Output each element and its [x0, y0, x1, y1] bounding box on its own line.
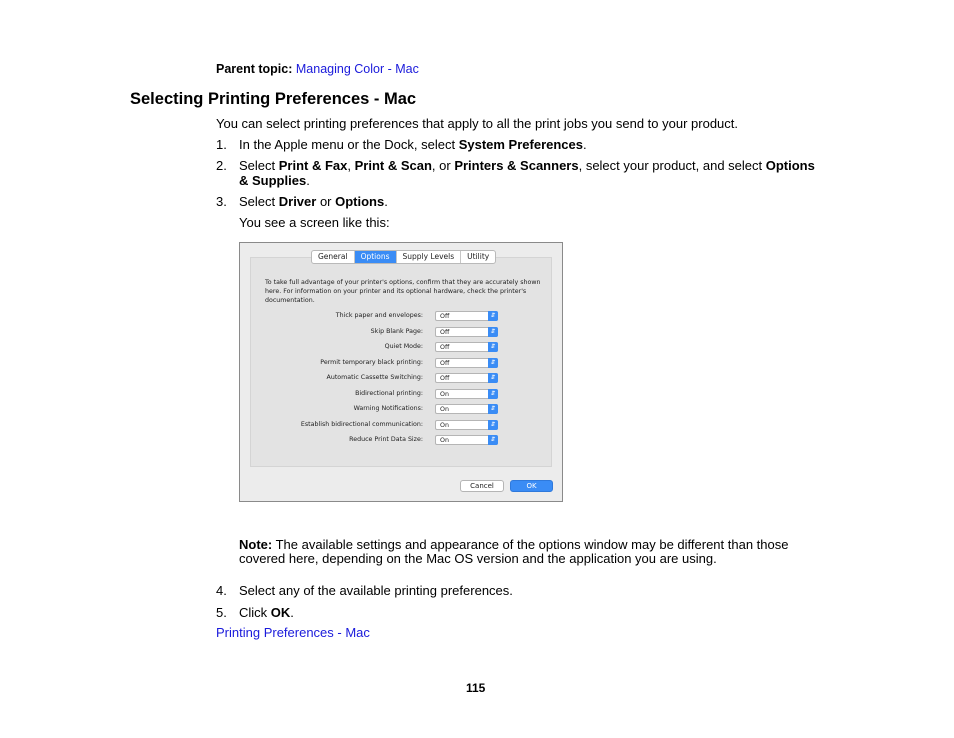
setting-label: Skip Blank Page: — [370, 327, 423, 335]
step-2-line-2: & Supplies. — [239, 173, 310, 188]
step-5: Click OK. — [239, 605, 294, 620]
step-4-number: 4. — [216, 583, 227, 598]
note-paragraph — [239, 538, 819, 566]
page-title: Selecting Printing Preferences - Mac — [130, 90, 417, 108]
stepper-icon: ⇵ — [488, 420, 498, 430]
tab-general[interactable]: General — [312, 251, 355, 263]
stepper-icon: ⇵ — [488, 311, 498, 321]
stepper-icon: ⇵ — [488, 373, 498, 383]
tab-supply-levels[interactable]: Supply Levels — [397, 251, 462, 263]
cancel-button[interactable]: Cancel — [460, 480, 504, 492]
tab-utility[interactable]: Utility — [467, 252, 490, 261]
setting-row — [251, 404, 551, 415]
setting-label: Automatic Cassette Switching: — [326, 374, 423, 381]
step-2-number: 2. — [216, 158, 227, 173]
step-1-number: 1. — [216, 137, 227, 152]
stepper-icon: ⇵ — [488, 389, 498, 399]
stepper-icon: ⇵ — [488, 342, 498, 352]
step-4: Select any of the available printing preferences. — [239, 583, 513, 598]
step-1: In the Apple menu or the Dock, select System Preferences. — [239, 137, 587, 152]
setting-row — [251, 373, 551, 384]
setting-select[interactable]: On ⇵ — [435, 420, 498, 430]
options-dialog-screenshot — [239, 242, 563, 502]
step-3-number: 3. — [216, 194, 227, 209]
setting-select[interactable]: On ⇵ — [435, 404, 498, 414]
note-text: The available settings and appearance of the options window may be different than those covered here, depending on the Mac OS version and the application you are using. — [239, 537, 789, 566]
setting-label: Warning Notifications: — [353, 405, 423, 412]
parent-topic — [216, 62, 419, 76]
step-2-line-1: Select Print & Fax, Print & Scan, or Printers & Scanners, select your product, and select Options — [239, 158, 815, 173]
setting-label: Permit temporary black printing: — [320, 358, 423, 366]
options-panel — [250, 257, 552, 467]
options-info-text: To take full advantage of your printer's options, confirm that they are accurately shown here. For information on your printer and its optional hardware, check the printer's documentation. — [265, 279, 541, 304]
dialog-tabs — [311, 250, 496, 264]
stepper-icon: ⇵ — [488, 435, 498, 445]
parent-topic-link[interactable]: Managing Color - Mac — [295, 62, 419, 76]
screen-like-text: You see a screen like this: — [239, 215, 390, 230]
setting-select[interactable]: Off ⇵ — [435, 342, 498, 352]
setting-label: Quiet Mode: — [384, 343, 423, 350]
stepper-icon: ⇵ — [488, 404, 498, 414]
printing-preferences-link[interactable]: Printing Preferences - Mac — [216, 625, 370, 640]
setting-row — [251, 342, 551, 353]
setting-select[interactable]: Off ⇵ — [435, 373, 498, 383]
step-3: Select Driver or Options. — [239, 194, 388, 209]
setting-row — [251, 435, 551, 446]
setting-select[interactable]: On ⇵ — [435, 435, 498, 445]
setting-select[interactable]: On ⇵ — [435, 389, 498, 399]
setting-row — [251, 389, 551, 400]
tab-options[interactable]: Options — [355, 251, 397, 263]
setting-row — [251, 358, 551, 369]
setting-select[interactable]: Off ⇵ — [435, 327, 498, 337]
step-5-number: 5. — [216, 605, 227, 620]
stepper-icon: ⇵ — [488, 327, 498, 337]
setting-row — [251, 420, 551, 431]
parent-topic-label: Parent topic: — [216, 62, 293, 76]
setting-row — [251, 327, 551, 338]
setting-label: Bidirectional printing: — [355, 389, 423, 397]
setting-label: Thick paper and envelopes: — [335, 312, 423, 319]
stepper-icon: ⇵ — [488, 358, 498, 368]
setting-select[interactable]: Off ⇵ — [435, 311, 498, 321]
page-number: 115 — [466, 681, 486, 695]
intro-paragraph: You can select printing preferences that apply to all the print jobs you send to your product. — [216, 116, 739, 131]
setting-label: Establish bidirectional communication: — [300, 420, 423, 428]
setting-label: Reduce Print Data Size: — [349, 436, 423, 443]
ok-button[interactable]: OK — [510, 480, 553, 492]
setting-row — [251, 311, 551, 322]
note-label: Note: — [239, 537, 273, 552]
setting-select[interactable]: Off ⇵ — [435, 358, 498, 368]
